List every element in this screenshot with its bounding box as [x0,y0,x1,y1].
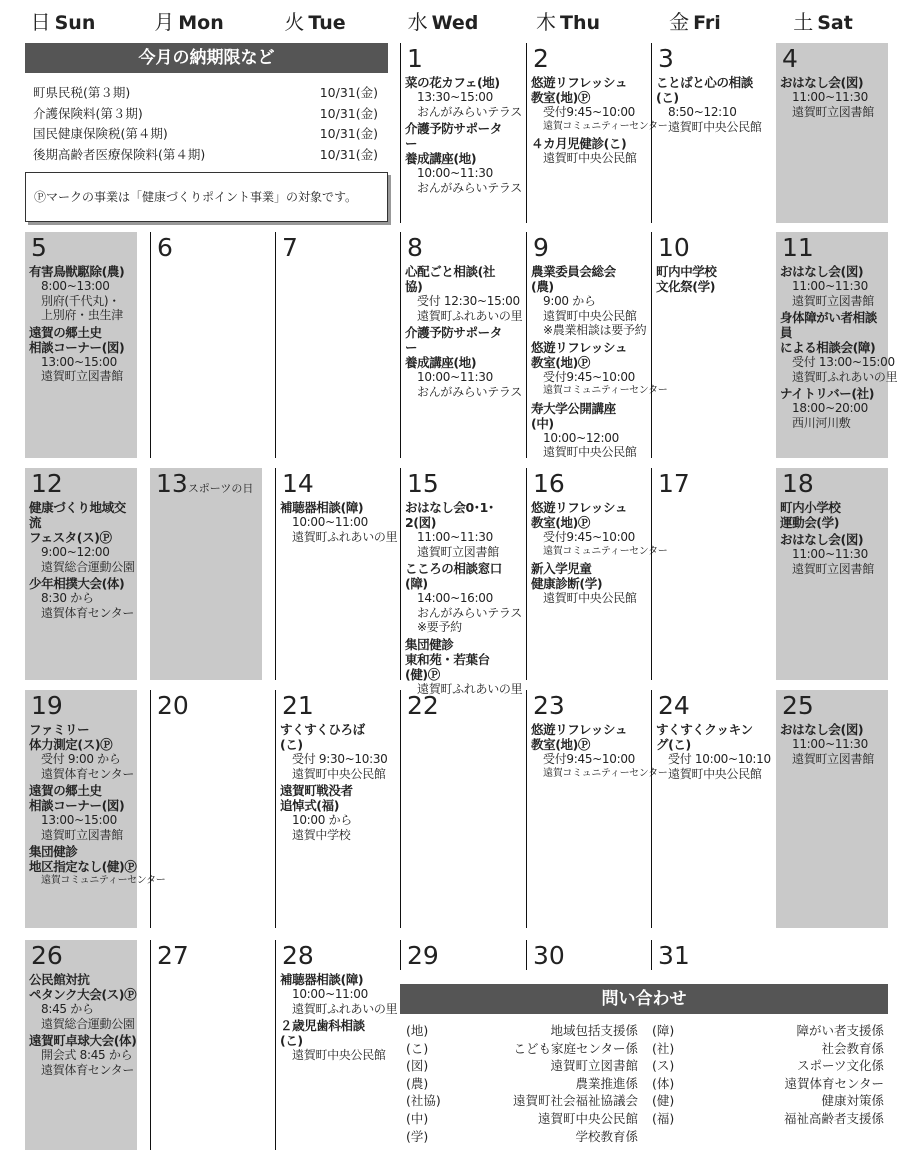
event [405,121,522,195]
day-cell [776,43,888,223]
deadline-name: 国民健康保険税(第４期) [33,126,168,141]
event-detail: ※農業相談は要予約 [543,323,647,337]
deadline-row [33,105,378,123]
event-detail: 10:00~11:30 [417,370,493,384]
event [29,1033,137,1077]
weekday-kanji: 日 [30,10,51,34]
event [29,576,137,620]
contact-row [406,1092,638,1110]
event-title: ４カ月児健診(こ) [531,136,627,151]
day-number: 3 [658,44,674,73]
contact-abbr: (体) [652,1075,675,1091]
contact-row [652,1092,884,1110]
event-detail: 遠賀町立図書館 [41,369,123,383]
contact-dept: 障がい者支援係 [796,1023,884,1038]
weekday-english: Sat [817,12,853,34]
event-detail: おんがみらいテラス [417,384,522,399]
event-detail: おんがみらいテラス [417,605,522,620]
event-title: 補聴器相談(障) [280,972,364,987]
event-detail: 遠賀コミュニティーセンター [41,875,166,886]
event-detail: 遠賀町立図書館 [417,544,499,559]
contact-row [652,1022,884,1040]
day-number: 6 [157,233,173,262]
contact-dept: スポーツ文化係 [796,1058,884,1074]
event [780,75,888,119]
weekday-kanji: 土 [793,10,814,34]
event [531,75,668,134]
event-title: 町内中学校 文化祭(学) [656,264,717,294]
event [280,1018,387,1063]
day-number: 16 [533,469,565,498]
day-number: 5 [31,233,47,262]
event-detail: 遠賀町中央公民館 [668,766,762,781]
weekday-header [126,0,252,40]
contact-dept: こども家庭センター係 [513,1040,638,1056]
day-cell [526,232,668,459]
event-title: 遠賀の郷土史 相談コーナー(図) [29,324,125,355]
event-detail: 遠賀町ふれあいの里 [417,308,523,323]
contact-row [652,1057,884,1075]
day-number: 22 [407,691,439,720]
event-title: 農業委員会総会(農) [531,264,616,294]
event-detail: 14:00~16:00 [417,591,493,605]
event [656,264,763,294]
weekday-kanji: 火 [284,10,305,34]
event-title: 介護予防サポーター 養成講座(地) [405,121,502,166]
day-number: 19 [31,691,63,720]
weekday-english: Sun [54,12,96,34]
event [531,722,668,781]
event-title: 集団健診 東和苑・若葉台(健)Ⓟ [405,636,490,682]
day-cell [651,232,763,458]
event-detail: 遠賀コミュニティーセンター [543,545,668,557]
event-detail: 10:00~11:00 [292,987,368,1001]
deadline-name: 町県民税(第３期) [33,85,131,100]
event-detail: 9:00 から [543,294,596,308]
event-detail: 遠賀町ふれあいの里 [292,1001,398,1016]
event-detail: 遠賀町立図書館 [792,561,874,576]
event-detail: 10:00~11:30 [417,166,493,180]
weekday-kanji: 金 [669,10,690,34]
day-number: 18 [782,469,814,498]
day-number: 30 [533,941,565,970]
event-detail: 10:00~11:00 [292,515,368,529]
weekday-header [380,0,506,40]
event-detail: 遠賀総合運動公園 [41,559,135,574]
event-detail: 遠賀総合運動公園 [41,1016,135,1031]
event [780,264,888,308]
event-title: 遠賀町卓球大会(体) [29,1033,137,1048]
event-detail: 受付9:45~10:00 [543,369,635,384]
event [656,722,771,781]
day-cell [275,468,398,680]
contact-dept: 遠賀町立図書館 [550,1058,638,1074]
contact-dept: 福祉高齢者支援係 [783,1111,884,1126]
event-title: すくすくクッキング(こ) [656,722,753,752]
day-cell [150,940,262,1150]
event-title: 補聴器相談(障) [280,500,364,515]
event-detail: 遠賀町中央公民館 [292,1048,386,1062]
event-detail: 受付 10:00~10:10 [668,752,771,766]
day-number: 15 [407,469,439,498]
day-number: 31 [658,941,690,970]
event-detail: 遠賀町ふれあいの里 [792,369,898,384]
day-number: 17 [658,469,690,498]
contact-abbr: (農) [406,1075,429,1091]
event-title: おはなし会0･1･2(図) [405,500,494,530]
event-title: 健康づくり地域交流 フェスタ(ス)Ⓟ [29,500,126,545]
event [780,722,888,766]
event [656,75,763,134]
contact-row [652,1110,884,1128]
contact-row [406,1040,638,1058]
contact-dept: 遠賀町中央公民館 [537,1111,638,1126]
day-cell [651,940,763,970]
event-detail: 8:50~12:10 [668,105,737,119]
deadline-name: 後期高齢者医療保険料(第４期) [33,146,206,162]
event [531,339,668,399]
event-title: 介護予防サポーター 養成講座(地) [405,325,502,370]
weekday-kanji: 月 [154,10,175,34]
contact-abbr: (社協) [406,1093,441,1109]
contact-abbr: (障) [652,1023,675,1038]
event-detail: 10:00~12:00 [543,430,619,445]
event-detail: 受付9:45~10:00 [543,530,635,544]
event-detail: 開会式 8:45 から [41,1048,133,1062]
weekday-kanji: 水 [407,10,428,34]
event-title: ことばと心の相談(こ) [656,75,753,105]
day-cell [526,940,638,970]
day-cell [651,468,763,680]
day-number: 27 [157,941,189,970]
day-cell [776,232,898,458]
day-number: 25 [782,691,814,720]
event-title: 遠賀町戦没者 追悼式(福) [280,783,353,813]
deadline-date: 10/31(金) [319,126,378,141]
event-detail: 11:00~11:30 [792,737,868,751]
event-detail: 8:00~13:00 [41,279,110,293]
event [280,972,398,1016]
day-cell [526,690,668,928]
event-detail: おんがみらいテラス [417,180,522,195]
event-title: 心配ごと相談(社協) [405,264,496,294]
event-detail: 遠賀町中央公民館 [543,591,637,605]
event-title: 遠賀の郷土史 相談コーナー(図) [29,783,125,813]
event-detail: 遠賀町立図書館 [792,751,874,766]
weekday-english: Tue [308,12,346,34]
event-detail: 遠賀町中央公民館 [292,766,386,781]
deadline-row [33,125,378,143]
contact-dept: 学校教育係 [575,1128,638,1144]
event-title: ファミリー 体力測定(ス)Ⓟ [29,722,113,752]
event-detail: 遠賀コミュニティーセンター [543,385,668,396]
event-title: 有害鳥獣駆除(農) [29,264,125,279]
day-number: 28 [282,941,314,970]
weekday-header [760,0,886,40]
day-cell [275,690,387,928]
day-cell [150,468,262,680]
event-detail: 受付 13:00~15:00 [792,355,895,369]
day-number: 20 [157,691,189,720]
event-detail: 遠賀中学校 [292,827,351,842]
event-detail: 遠賀町ふれあいの里 [417,681,523,696]
day-number: 8 [407,233,423,262]
event-detail: 別府(千代丸)・ [41,293,120,308]
day-number: 9 [533,233,549,262]
day-cell [275,940,398,1150]
day-cell [400,690,512,928]
deadline-date: 10/31(金) [319,85,378,100]
event-detail: 受付 12:30~15:00 [417,294,520,308]
event-detail: 遠賀町立図書館 [792,104,874,119]
day-cell [25,690,166,928]
contact-abbr: (学) [406,1128,429,1144]
event-title: 新入学児童 健康診断(学) [531,561,603,591]
deadline-name: 介護保険料(第３期) [33,105,143,121]
day-cell [150,232,262,458]
day-number: 7 [282,233,298,262]
contact-row [406,1075,638,1093]
event-detail: 遠賀町立図書館 [41,827,123,842]
event-detail: 受付 9:30~10:30 [292,752,388,766]
day-header [156,470,262,498]
event-detail: 遠賀町中央公民館 [543,151,637,165]
event-detail: 8:30 から [41,591,94,605]
contacts-title: 問い合わせ [400,984,888,1014]
event-title: 悠遊リフレッシュ 教室(地)Ⓟ [531,339,627,370]
day-number: 26 [31,941,63,970]
day-cell [776,690,888,928]
day-cell [275,232,387,458]
event-detail: 上別府・虫生津 [41,308,123,322]
day-number: 13 [156,469,188,498]
event-detail: 9:00~12:00 [41,545,110,559]
day-number: 1 [407,44,423,73]
contact-dept: 遠賀町社会福祉協議会 [512,1093,638,1109]
event [29,783,137,842]
event-detail: ※要予約 [417,620,462,634]
event-detail: 11:00~11:30 [792,90,868,104]
contact-dept: 遠賀体育センター [784,1075,884,1091]
event-detail: 13:00~15:00 [41,354,117,369]
event [280,722,387,781]
event-detail: おんがみらいテラス [417,104,522,119]
event-title: 悠遊リフレッシュ 教室(地)Ⓟ [531,722,627,752]
contact-row [406,1110,638,1128]
contact-abbr: (福) [652,1111,675,1126]
day-cell [651,690,771,928]
event-detail: 11:00~11:30 [792,279,868,293]
event [780,386,888,430]
contact-dept: 農業推進係 [575,1075,638,1091]
contact-row [406,1128,638,1146]
event-title: 悠遊リフレッシュ 教室(地)Ⓟ [531,500,627,530]
event [405,636,523,697]
weekday-english: Mon [178,12,224,34]
event-detail: 受付 9:00 から [41,752,121,766]
event-detail: 8:45 から [41,1002,94,1016]
event-detail: 遠賀町ふれあいの里 [292,529,398,544]
event-detail: 11:00~11:30 [417,530,493,544]
event [405,500,512,559]
contact-dept: 健康対策係 [821,1093,884,1109]
day-cell [526,468,668,680]
contact-abbr: (ス) [652,1058,675,1074]
weekday-english: Thu [559,12,600,34]
event-detail: 遠賀町中央公民館 [543,445,637,459]
weekday-english: Fri [693,12,721,34]
day-cell [25,940,137,1150]
weekday-english: Wed [431,12,479,34]
event-detail: 遠賀体育センター [41,1062,135,1077]
event [405,561,522,635]
contact-dept: 地域包括支援係 [550,1023,638,1038]
event-detail: 受付9:45~10:00 [543,752,635,766]
event [405,264,523,323]
event-detail: 遠賀コミュニティーセンター [543,767,668,779]
day-number: 29 [407,941,439,970]
point-note: Ⓟマークの事業は「健康づくりポイント事業」の対象です。 [25,172,388,222]
contact-dept: 社会教育係 [821,1040,884,1056]
contact-abbr: (健) [652,1093,675,1109]
event-detail: 西川河川敷 [792,415,851,430]
event-title: こころの相談窓口(障) [405,561,502,591]
event-title: ナイトリバー(社) [780,386,875,401]
event-title: 菜の花カフェ(地) [405,75,500,90]
contact-row [406,1057,638,1075]
day-cell [651,43,763,223]
event [531,401,638,460]
deadline-date: 10/31(金) [319,146,378,162]
event-title: おはなし会(図) [780,722,864,737]
day-number: 23 [533,691,565,720]
event [280,500,398,544]
contact-abbr: (社) [652,1040,675,1056]
day-number: 4 [782,44,798,73]
event-detail: 18:00~20:00 [792,401,868,415]
event-title: おはなし会(図) [780,532,864,547]
weekday-header [632,0,758,40]
contact-abbr: (図) [406,1058,429,1074]
day-cell [776,468,888,680]
day-number: 11 [782,233,814,262]
event-detail: 遠賀町立図書館 [792,293,874,308]
deadline-date: 10/31(金) [319,105,378,121]
weekday-header [252,0,378,40]
day-cell [400,43,522,223]
day-cell [25,232,137,458]
weekday-header [0,0,126,40]
event-title: 悠遊リフレッシュ 教室(地)Ⓟ [531,75,627,105]
event [531,561,638,606]
day-cell [25,468,137,680]
day-number: 2 [533,44,549,73]
event-title: おはなし会(図) [780,75,864,90]
deadline-row [33,146,378,164]
day-cell [400,940,512,970]
event [29,844,166,889]
event-title: 町内小学校 運動会(学) [780,500,841,530]
event-detail: 11:00~11:30 [792,547,868,561]
event-detail: 遠賀町中央公民館 [543,308,637,323]
event [29,264,137,323]
event-title: 公民館対抗 ペタンク大会(ス)Ⓟ [29,972,137,1002]
day-number: 12 [31,469,63,498]
event-title: 少年相撲大会(体) [29,576,125,591]
event [531,136,638,166]
contact-row [406,1022,638,1040]
event-title: 身体障がい者相談員 による相談会(障) [780,310,877,355]
weekday-header [505,0,631,40]
event [280,783,387,842]
event-detail: 遠賀体育センター [41,766,135,781]
event [531,264,647,338]
event-title: すくすくひろば(こ) [280,722,365,752]
event-title: 集団健診 地区指定なし(健)Ⓟ [29,844,137,874]
contact-abbr: (地) [406,1023,429,1038]
event [405,75,522,119]
deadline-row [33,84,378,102]
event-detail: 遠賀町中央公民館 [668,119,762,134]
day-cell [526,43,668,223]
day-number: 14 [282,469,314,498]
event [780,310,898,384]
contact-row [652,1040,884,1058]
day-cell [400,468,523,696]
event [29,972,137,1031]
event-title: 寿大学公開講座(中) [531,400,616,431]
event-detail: 13:30~15:00 [417,90,493,104]
event [531,500,668,559]
event [780,500,888,530]
event-detail: 遠賀コミュニティーセンター [543,120,668,132]
contact-abbr: (中) [406,1111,429,1126]
event [29,500,137,574]
event-title: おはなし会(図) [780,264,864,279]
event [29,325,137,384]
day-cell [400,232,523,458]
event [780,532,888,576]
day-number: 10 [658,233,690,262]
deadlines-title: 今月の納期限など [25,43,388,73]
holiday-label: スポーツの日 [187,482,254,495]
event-detail: 13:00~15:00 [41,813,117,827]
contact-abbr: (こ) [406,1040,429,1056]
event-title: ２歳児歯科相談(こ) [280,1018,365,1048]
day-number: 21 [282,691,314,720]
event-detail: 10:00 から [292,813,352,827]
event-detail: 受付9:45~10:00 [543,105,635,119]
event-detail: 遠賀体育センター [41,605,135,620]
event [29,722,137,781]
event [405,325,522,399]
contact-row [652,1075,884,1093]
weekday-kanji: 木 [535,10,556,34]
day-cell [150,690,262,928]
day-number: 24 [658,691,690,720]
